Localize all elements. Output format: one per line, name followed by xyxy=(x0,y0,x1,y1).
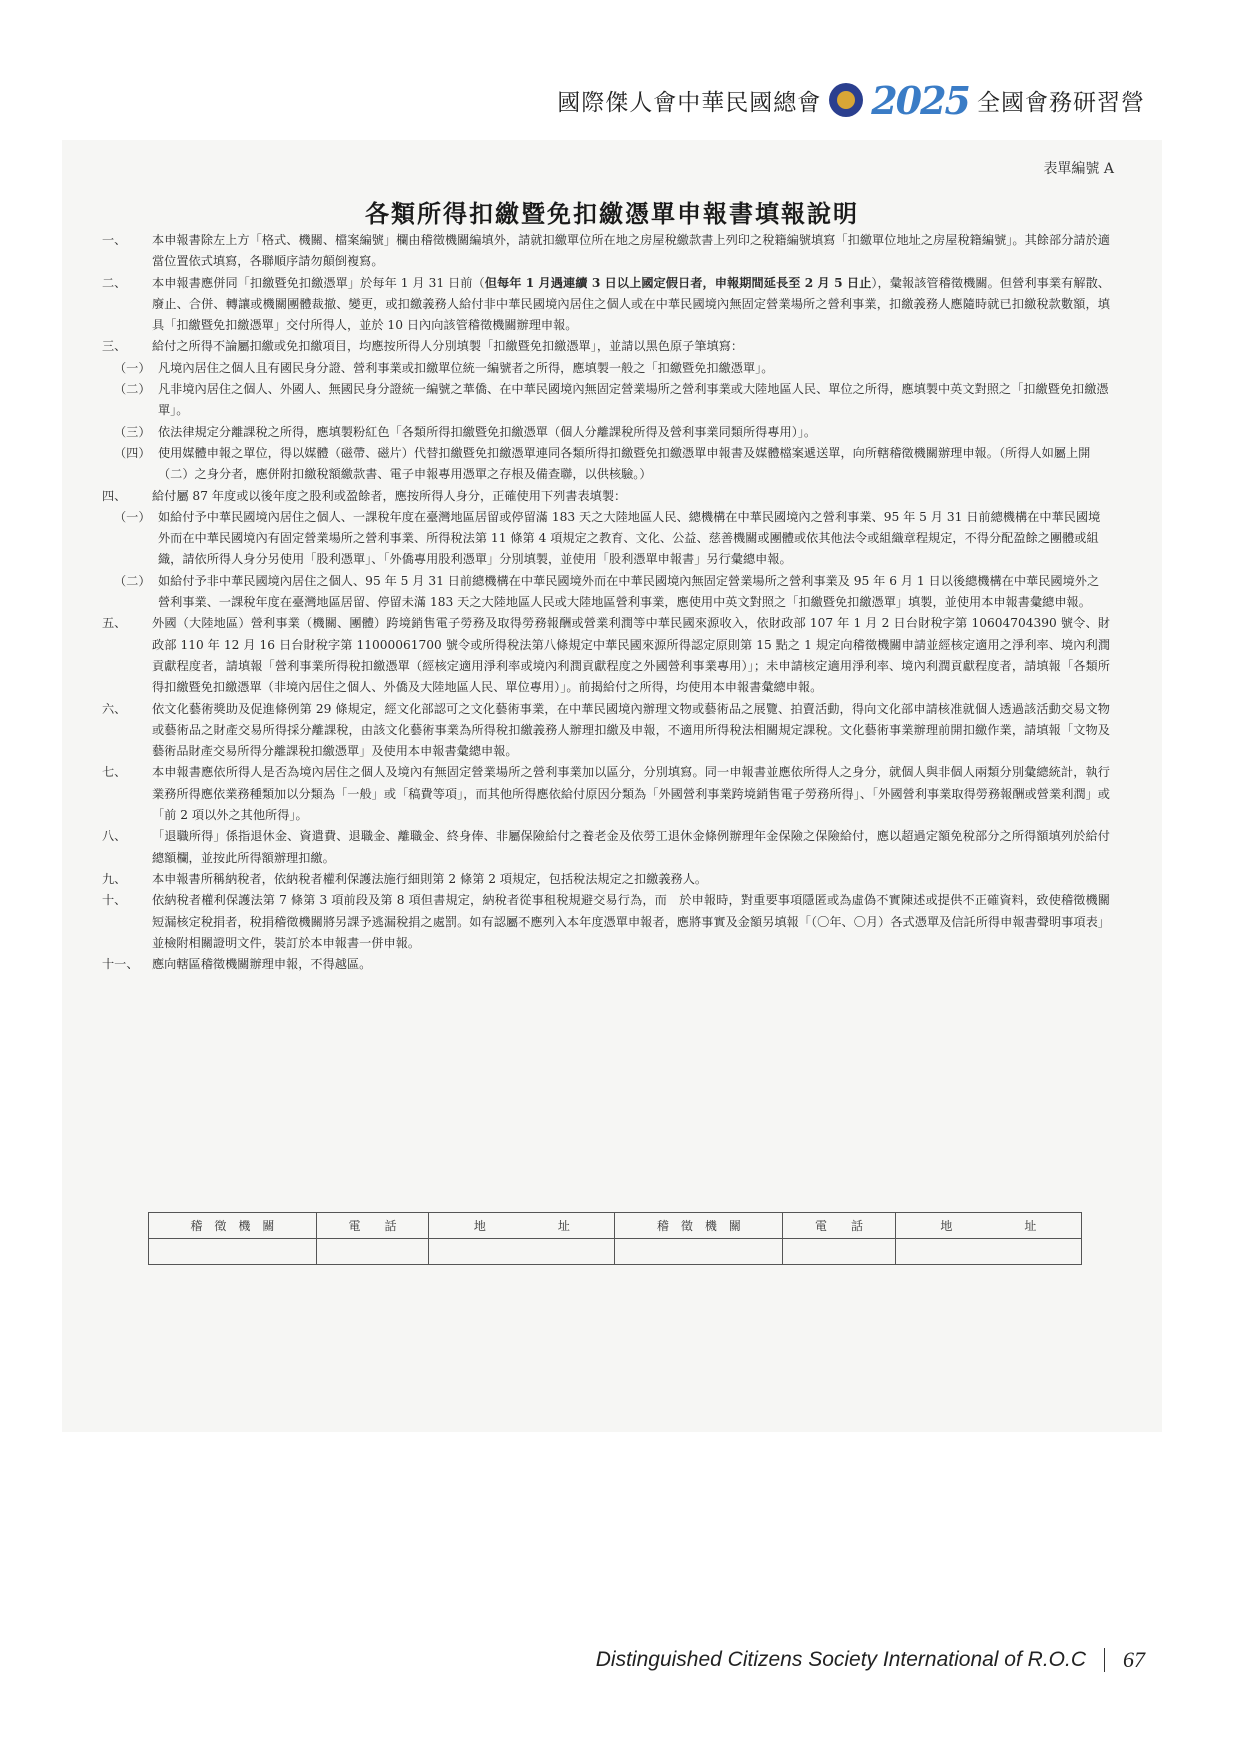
item-text: 依納稅者權利保護法第 7 條第 3 項前段及第 8 項但書規定，納稅者從事租稅規避交易行為，而 於申報時，對重要事項隱匿或為虛偽不實陳述或提供不正確資料，致使稽徵機關短漏核定稅捐者，稅捐稽徵機關將另課予逃漏稅捐之處罰。如有認屬不應列入本年度憑單申報者，應將事實及金額另填報「（〇年、〇月）各式憑單及信託所得申報書聲明事項表」並檢附相關證明文件，裝訂於本申報書一併申報。 xyxy=(152,893,1110,950)
instruction-item xyxy=(102,273,1110,337)
org-emblem-icon xyxy=(829,83,863,117)
instruction-list xyxy=(102,230,1110,975)
sub-item-text: 如給付予中華民國境內居住之個人、一課稅年度在臺灣地區居留或停留滿 183 天之大陸地區人民、總機構在中華民國境內之營利事業、95 年 5 月 31 日前總機構在中華民國境外而在中華民國境內有固定營業場所之營利事業、所得稅法第 11 條第 4 項規定之教育、文化、公益、慈善機關或團體或依其他法令或組織章程規定，不得分配盈餘之團體或組織，請依所得人身分另使用「股利憑單」、「外僑專用股利憑單」分別填製，並使用「股利憑單申報書」另行彙總申報。 xyxy=(158,509,1101,567)
item-number: 十一、 xyxy=(102,957,139,972)
tax-office-table xyxy=(148,1212,1082,1265)
item-text: 本申報書所稱納稅者，依納稅者權利保護法施行細則第 2 條第 2 項規定，包括稅法規定之扣繳義務人。 xyxy=(152,871,708,886)
column-header: 稽 徵 機 關 xyxy=(149,1213,317,1239)
column-header: 稽 徵 機 關 xyxy=(615,1213,783,1239)
sub-item-number: （二） xyxy=(114,382,151,397)
item-text: 本申報書除左上方「格式、機關、檔案編號」欄由稽徵機關編填外，請就扣繳單位所在地之房屋稅繳款書上列印之稅籍編號填寫「扣繳單位地址之房屋稅籍編號」。其餘部分請於適當位置依式填寫，各聯順序請勿顛倒複寫。 xyxy=(152,233,1110,269)
sub-item-text: 凡境內居住之個人且有國民身分證、營利事業或扣繳單位統一編號者之所得，應填製一般之「扣繳暨免扣繳憑單」。 xyxy=(158,360,774,375)
sub-item-number: （一） xyxy=(114,509,151,524)
camp-name: 全國會務研習營 xyxy=(977,89,1145,116)
sub-item-number: （四） xyxy=(114,445,151,460)
instruction-item xyxy=(102,869,1110,890)
instruction-item xyxy=(102,826,1110,869)
item-number: 七、 xyxy=(102,765,127,780)
column-header: 電 話 xyxy=(316,1213,428,1239)
table-cell xyxy=(895,1239,1081,1265)
sub-item xyxy=(114,443,1110,486)
column-header: 電 話 xyxy=(783,1213,895,1239)
sub-item-text: 如給付予非中華民國境內居住之個人、95 年 5 月 31 日前總機構在中華民國境外而在中華民國境內無固定營業場所之營利事業及 95 年 6 月 1 日以後總機構在中華民國境外之營利事業、一課稅年度在臺灣地區居留、停留未滿 183 天之大陸地區人民或大陸地區營利事業，應使用中英文對照之「扣繳暨免扣繳憑單」填製，並使用本申報書彙總申報。 xyxy=(158,573,1100,610)
page-header xyxy=(557,78,1145,122)
sub-item-text: 凡非境內居住之個人、外國人、無國民身分證統一編號之華僑、在中華民國境內無固定營業場所之營利事業或大陸地區人民、單位之所得，應填製中英文對照之「扣繳暨免扣繳憑單」。 xyxy=(158,382,1109,418)
document-title: 各類所得扣繳暨免扣繳憑單申報書填報說明 xyxy=(365,199,859,228)
sub-item xyxy=(114,571,1110,614)
table-header-row xyxy=(149,1213,1082,1239)
footer-divider xyxy=(1104,1648,1105,1672)
item-text: 給付屬 87 年度或以後年度之股利或盈餘者，應按所得人身分，正確使用下列書表填製： xyxy=(152,488,627,503)
sub-item xyxy=(114,379,1110,422)
item-number: 六、 xyxy=(102,701,127,716)
table-cell xyxy=(429,1239,615,1265)
sub-item xyxy=(114,358,1110,379)
item-number: 十、 xyxy=(102,893,127,908)
sub-item-number: （二） xyxy=(114,573,151,588)
page-footer xyxy=(596,1647,1145,1673)
page-number: 67 xyxy=(1123,1647,1145,1672)
instruction-item xyxy=(102,762,1110,826)
table-row xyxy=(149,1239,1082,1265)
table-cell xyxy=(149,1239,317,1265)
instruction-item xyxy=(102,890,1110,954)
table-cell xyxy=(783,1239,895,1265)
table-cell xyxy=(316,1239,428,1265)
sub-item-text: 依法律規定分離課稅之所得，應填製粉紅色「各類所得扣繳暨免扣繳憑單（個人分離課稅所得及營利事業同類所得專用）」。 xyxy=(158,424,817,439)
column-header: 地 址 xyxy=(895,1213,1081,1239)
form-code: 表單編號 A xyxy=(1043,161,1114,177)
item-text: 依文化藝術獎助及促進條例第 29 條規定，經文化部認可之文化藝術事業，在中華民國境內辦理文物或藝術品之展覽、拍賣活動，得向文化部申請核准就個人透過該活動交易文物或藝術品之財產交易所得採分離課稅，由該文化藝術事業為所得稅扣繳義務人辦理扣繳及申報，不適用所得稅法相關規定課稅。文化藝術事業辦理前開扣繳作業，請填報「文物及藝術品財產交易所得分離課稅扣繳憑單」及使用本申報書彙總申報。 xyxy=(152,701,1110,759)
item-number: 三、 xyxy=(102,339,127,354)
item-number: 一、 xyxy=(102,233,127,247)
item-number: 二、 xyxy=(102,275,127,290)
sub-item-number: （三） xyxy=(114,424,151,439)
column-header: 地 址 xyxy=(429,1213,615,1239)
item-text: 應向轄區稽徵機關辦理申報，不得越區。 xyxy=(152,957,372,972)
instruction-item xyxy=(102,486,1110,507)
instruction-item xyxy=(102,613,1110,698)
item-text-part: 本申報書應併同「扣繳暨免扣繳憑單」於每年 1 月 31 日前（ xyxy=(152,275,485,290)
item-text xyxy=(152,273,1110,337)
sub-item-number: （一） xyxy=(114,360,151,375)
instruction-item xyxy=(102,699,1110,763)
instruction-item xyxy=(102,336,1110,357)
item-number: 九、 xyxy=(102,871,127,886)
item-text-part: ），彙報該管稽徵機關。但營利事業有解散、廢止、合併、轉讓或機關團體裁撤、變更，或扣繳義務人給付非中華民國境內居住之個人或在中華民國境內無固定營業場所之營利事業，扣繳義務人應隨時就已扣繳稅款數額，填具「扣繳暨免扣繳憑單」交付所得人，並於 10 日內向該管稽徵機關辦理申報。 xyxy=(152,275,1110,333)
table-cell xyxy=(615,1239,783,1265)
sub-item-text: 使用媒體申報之單位，得以媒體（磁帶、磁片）代替扣繳暨免扣繳憑單連同各類所得扣繳暨免扣繳憑單申報書及媒體檔案遞送單，向所轄稽徵機關辦理申報。（所得人如屬上開（二）之身分者，應併附扣繳稅額繳款書、電子申報專用憑單之存根及備查聯，以供核驗。） xyxy=(158,445,1091,482)
item-number: 八、 xyxy=(102,829,127,844)
sub-item xyxy=(114,507,1110,571)
deadline-emphasis: 但每年 1 月遇連續 3 日以上國定假日者，申報期間延長至 2 月 5 日止 xyxy=(484,275,872,290)
item-text: 「退職所得」係指退休金、資遣費、退職金、離職金、終身俸、非屬保險給付之養老金及依勞工退休金條例辦理年金保險之保險給付，應以超過定額免稅部分之所得額填列於給付總額欄，並按此所得額辦理扣繳。 xyxy=(152,829,1110,865)
item-text: 給付之所得不論屬扣繳或免扣繳項目，均應按所得人分別填製「扣繳暨免扣繳憑單」，並請以黑色原子筆填寫： xyxy=(152,339,744,354)
item-text: 本申報書應依所得人是否為境內居住之個人及境內有無固定營業場所之營利事業加以區分，分別填寫。同一申報書並應依所得人之身分，就個人與非個人兩類分別彙總統計，執行業務所得應依業務種類加以分類為「一般」或「稿費等項」，而其他所得應依給付原因分類為「外國營利事業跨境銷售電子勞務所得」、「外國營利事業取得勞務報酬或營業利潤」或「前 2 項以外之其他所得」。 xyxy=(152,765,1110,823)
org-name: 國際傑人會中華民國總會 xyxy=(557,89,822,116)
org-english-name: Distinguished Citizens Society International of R.O.C xyxy=(595,1648,1086,1671)
camp-2025-logo: 2025 xyxy=(871,77,969,123)
item-number: 四、 xyxy=(102,488,127,503)
instruction-item xyxy=(102,954,1110,975)
instruction-item xyxy=(102,230,1110,273)
item-number: 五、 xyxy=(102,616,127,631)
sub-item xyxy=(114,422,1110,443)
item-text: 外國（大陸地區）營利事業（機關、團體）跨境銷售電子勞務及取得勞務報酬或營業利潤等中華民國來源收入，依財政部 107 年 1 月 2 日台財稅字第 10604704390 號令、財政部 110 年 12 月 16 日台財稅字第 11000061700 號令或所得稅法第八條規定中華民國來源所得認定原則第 15 點之 1 規定向稽徵機關申請並經核定適用之淨利率、境內利潤貢獻程度者，請填報「營利事業所得稅扣繳憑單（經核定適用淨利率或境內利潤貢獻程度之外國營利事業專用）」；未申請核定適用淨利率、境內利潤貢獻程度者，請填報「各類所得扣繳暨免扣繳憑單（非境內居住之個人、外僑及大陸地區人民、單位專用）」。前揭給付之所得，均使用本申報書彙總申報。 xyxy=(152,616,1110,695)
scanned-form-page xyxy=(62,140,1162,1432)
